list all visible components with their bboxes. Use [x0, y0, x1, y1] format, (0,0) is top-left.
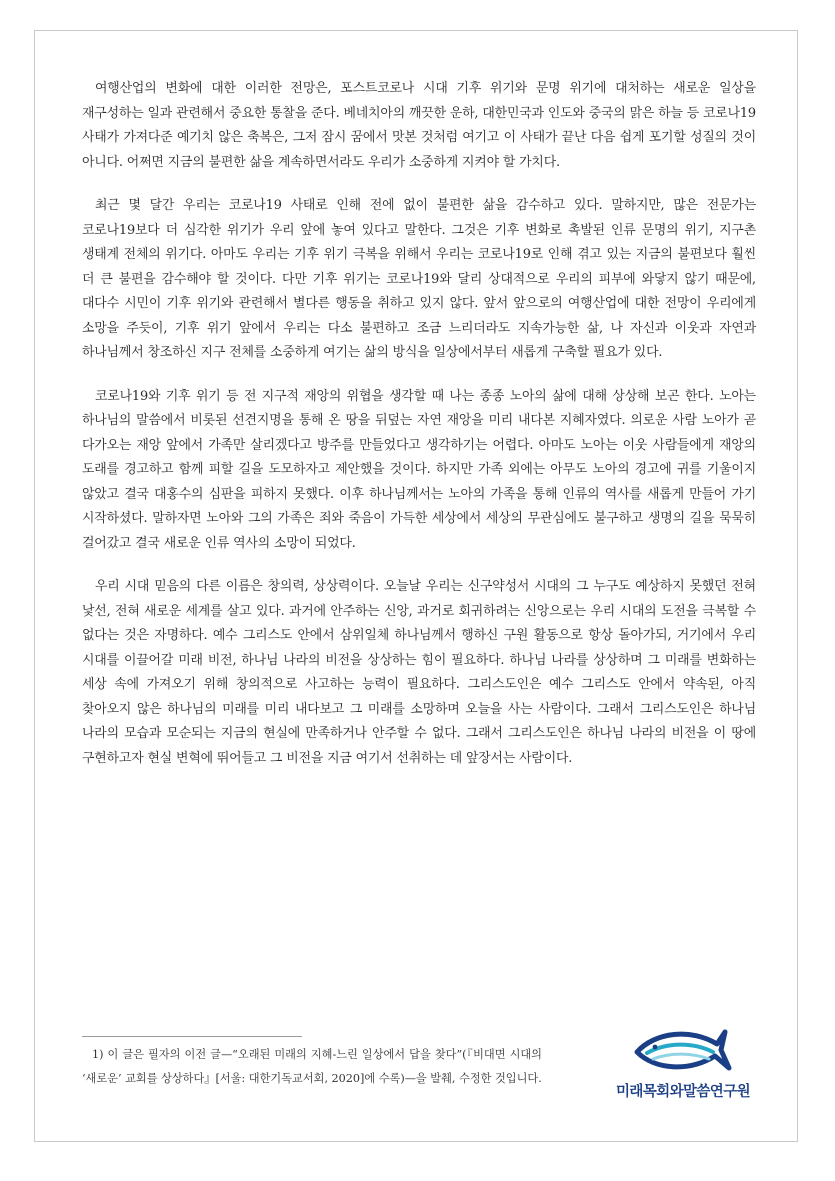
paragraph-4: 우리 시대 믿음의 다른 이름은 창의력, 상상력이다. 오늘날 우리는 신구약성서 시대의 그 누구도 예상하지 못했던 전혀 낯선, 전혀 새로운 세계를 살고 있다. 과거에 안주하는 신앙, 과거로 회귀하려는 신앙으로는 우리 시대의 도전을 극복할 수 없다는 것은 자명하다. 예수 그리스도 안에서 삼위일체 하나님께서 행하신 구원 활동으로 항상 돌아가되, 거기에서 우리 시대를 이끌어갈 미래 비전, 하나님 나라의 비전을 상상하는 힘이 필요하다. 하나님 나라를 상상하며 그 미래를 변화하는 세상 속에 가져오기 위해 창의적으로 사고하는 능력이 필요하다. 그리스도인은 예수 그리스도 안에서 약속된, 아직 찾아오지 않은 하나님의 미래를 미리 내다보고 그 미래를 소망하며 오늘을 사는 사람이다. 그래서 그리스도인은 하나님 나라의 모습과 모순되는 지금의 현실에 만족하거나 안주할 수 없다. 그래서 그리스도인은 하나님 나라의 비전을 이 땅에 구현하고자 현실 변혁에 뛰어들고 그 비전을 지금 여기서 선취하는 데 앞장서는 사람이다. [82, 579, 757, 766]
logo-wordmark: 미래목회와말씀연구원 [615, 1084, 751, 1100]
footnote-divider [82, 1036, 302, 1037]
footnote: 1) 이 글은 필자의 이전 글—“오래된 미래의 지혜-느린 일상에서 답을 찾다”(『비대면 시대의 ‘새로운’ 교회를 상상하다』[서울: 대한기독교서회, 2020]에 수록)—을 발췌, 수정한 것입니다. [82, 1048, 542, 1085]
article-body [82, 77, 756, 790]
paragraph-3: 코로나19와 기후 위기 등 전 지구적 재앙의 위협을 생각할 때 나는 종종 노아의 삶에 대해 상상해 보곤 한다. 노아는 하나님의 말씀에서 비롯된 선견지명을 통해 온 땅을 뒤덮는 자연 재앙을 미리 내다본 지혜자였다. 의로운 사람 노아가 곧 다가오는 재앙 앞에서 가족만 살리겠다고 방주를 만들었다고 생각하기는 어렵다. 아마도 노아는 이웃 사람들에게 재앙의 도래를 경고하고 함께 피할 길을 도모하자고 제안했을 것이다. 하지만 가족 외에는 아무도 노아의 경고에 귀를 기울이지 않았고 결국 대홍수의 심판을 피하지 못했다. 이후 하나님께서는 노아의 가족을 통해 인류의 역사를 새롭게 만들어 가기 시작하셨다. 말하자면 노아와 그의 가족은 죄와 죽음이 가득한 세상에서 세상의 무관심에도 불구하고 생명의 길을 묵묵히 걸어갔고 결국 새로운 인류 역사의 소망이 되었다. [82, 388, 757, 551]
paragraph-1: 여행산업의 변화에 대한 이러한 전망은, 포스트코로나 시대 기후 위기와 문명 위기에 대처하는 새로운 일상을 재구성하는 일과 관련해서 중요한 통찰을 준다. 베네치아의 깨끗한 운하, 대한민국과 인도와 중국의 맑은 하늘 등 코로나19 사태가 가져다준 예기치 않은 축복은, 그저 잠시 꿈에서 맛본 것처럼 여기고 이 사태가 끝난 다음 쉽게 포기할 성질의 것이 아니다. 어쩌면 지금의 불편한 삶을 계속하면서라도 우리가 소중하게 지켜야 할 가치다. [82, 81, 756, 170]
paragraph-2: 최근 몇 달간 우리는 코로나19 사태로 인해 전에 없이 불편한 삶을 감수하고 있다. 말하지만, 많은 전문가는 코로나19보다 더 심각한 위기가 우리 앞에 놓여 있다고 말한다. 그것은 기후 변화로 촉발된 인류 문명의 위기, 지구촌 생태계 전체의 위기다. 아마도 우리는 기후 위기 극복을 위해서 우리는 코로나19로 인해 겪고 있는 지금의 불편보다 훨씬 더 큰 불편을 감수해야 할 것이다. 다만 기후 위기는 코로나19와 달리 상대적으로 우리의 피부에 와닿지 않기 때문에, 대다수 시민이 기후 위기와 관련해서 별다른 행동을 취하고 있지 않다. 앞서 앞으로의 여행산업에 대한 전망이 우리에게 소망을 주듯이, 기후 위기 앞에서 우리는 다소 불편하고 조금 느리더라도 지속가능한 삶, 나 자신과 이웃과 자연과 하나님께서 창조하신 지구 전체를 소중하게 여기는 삶의 방식을 일상에서부터 새롭게 구축할 필요가 있다. [82, 198, 756, 360]
institute-logo [603, 1022, 763, 1112]
fish-emblem-icon [633, 1022, 733, 1076]
